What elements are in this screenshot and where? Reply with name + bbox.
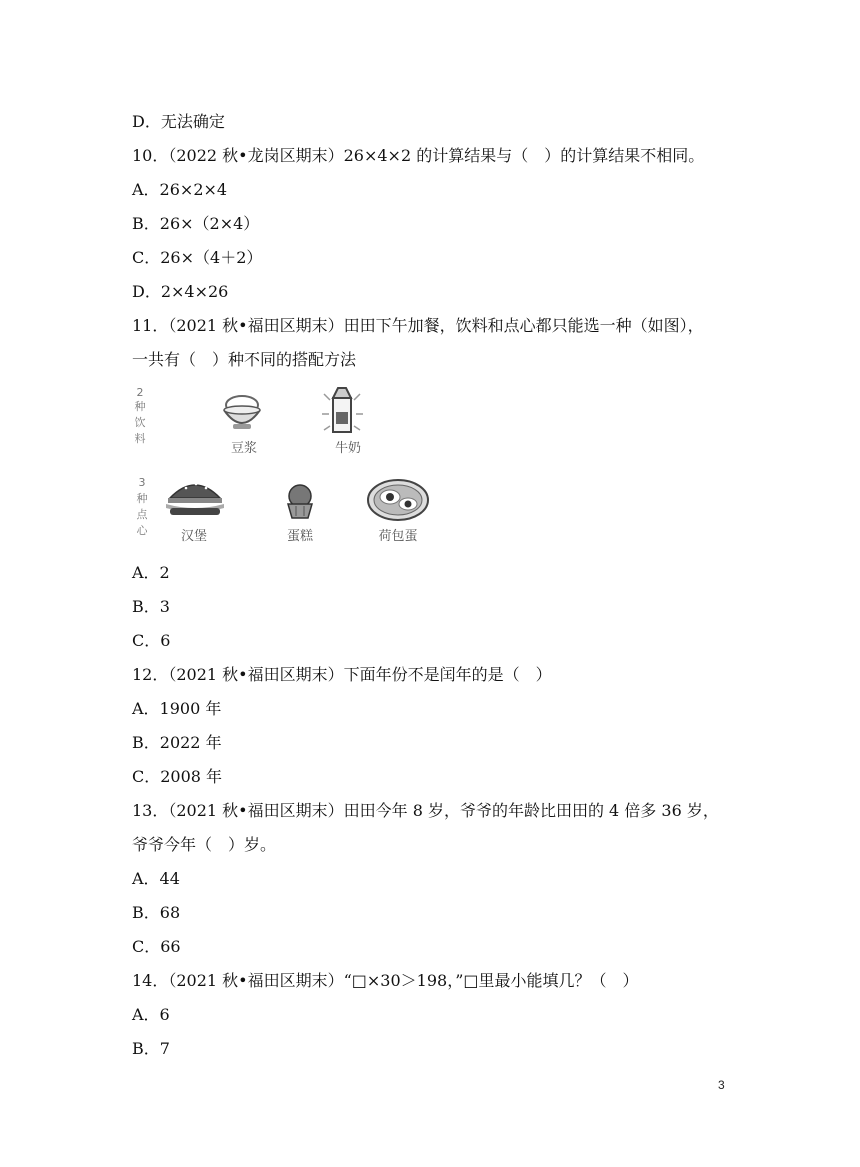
- drinks-side-3: 料: [134, 432, 146, 445]
- option-b-q14: B．7: [132, 1039, 170, 1058]
- option-a-q10: A．26×2×4: [132, 180, 228, 199]
- option-a-q12: A．1900 年: [132, 699, 222, 718]
- option-a-q11: A．2: [132, 563, 170, 582]
- snacks-side-2: 点: [136, 508, 148, 521]
- milk-carton-icon: [322, 388, 363, 432]
- question-11: 11．（2021 秋•福田区期末）田田下午加餐，饮料和点心都只能选一种（如图），: [132, 316, 704, 335]
- fried-egg-icon: [368, 480, 428, 520]
- question-13: 13．（2021 秋•福田区期末）田田今年 8 岁，爷爷的年龄比田田的 4 倍多 36 岁，: [132, 801, 719, 820]
- snack-label-fried-egg: 荷包蛋: [378, 529, 418, 544]
- snacks-side-3: 心: [136, 524, 148, 537]
- snack-label-burger: 汉堡: [180, 529, 208, 544]
- cake-icon: [288, 485, 312, 518]
- question-11-cont: 一共有（ ）种不同的搭配方法: [132, 350, 357, 369]
- question-12: 12．（2021 秋•福田区期末）下面年份不是闰年的是（ ）: [132, 665, 552, 684]
- burger-icon: [166, 483, 224, 515]
- snacks-side-0: 3: [138, 476, 146, 489]
- option-b-q13: B．68: [132, 903, 181, 922]
- question-13-cont: 爷爷今年（ ）岁。: [132, 835, 277, 854]
- option-a-q14: A．6: [132, 1005, 170, 1024]
- option-c-q13: C．66: [132, 937, 181, 956]
- option-c-q10: C．26×（4＋2）: [132, 248, 263, 267]
- option-a-q13: A．44: [132, 869, 180, 888]
- snack-label-cake: 蛋糕: [286, 529, 314, 544]
- option-b-q12: B．2022 年: [132, 733, 222, 752]
- option-b-q11: B．3: [132, 597, 170, 616]
- drinks-side-1: 种: [134, 400, 146, 413]
- question-14: 14．（2021 秋•福田区期末）“□×30＞198，”□里最小能填几？（ ）: [132, 971, 639, 990]
- option-d-q9: D．无法确定: [132, 112, 225, 131]
- option-b-q10: B．26×（2×4）: [132, 214, 260, 233]
- option-c-q12: C．2008 年: [132, 767, 223, 786]
- snacks-side-1: 种: [136, 492, 148, 505]
- drink-label-milk: 牛奶: [334, 441, 362, 456]
- question-10: 10．（2022 秋•龙岗区期末）26×4×2 的计算结果与（ ）的计算结果不相同。: [132, 146, 705, 165]
- bowl-icon: [224, 396, 260, 429]
- page-number: 3: [718, 1078, 725, 1092]
- food-choice-figure: [128, 380, 438, 552]
- drinks-side-0: 2: [136, 386, 144, 399]
- drink-label-soymilk: 豆浆: [230, 441, 258, 456]
- option-c-q11: C．6: [132, 631, 171, 650]
- drinks-side-2: 饮: [134, 416, 146, 429]
- option-d-q10: D．2×4×26: [132, 282, 229, 301]
